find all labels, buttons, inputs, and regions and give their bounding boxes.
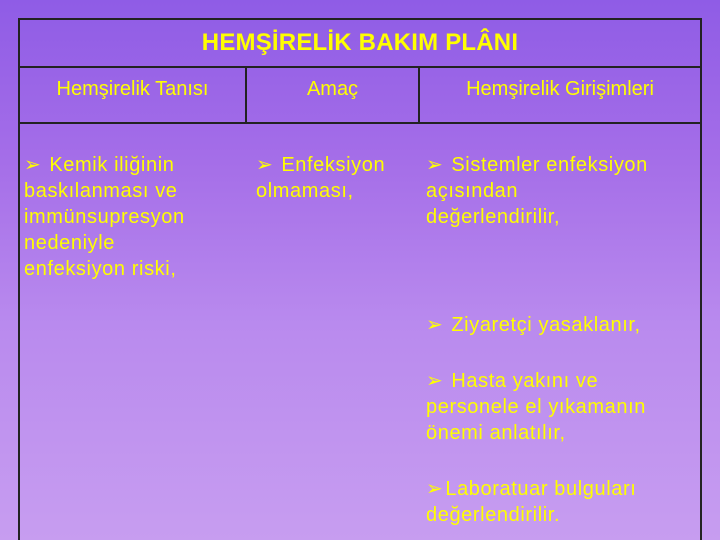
interventions-cell [426, 152, 701, 528]
title-box [18, 18, 702, 68]
column-header-goal: Amaç [306, 78, 359, 100]
intervention-line: açısından [426, 180, 519, 202]
goal-bullet [256, 152, 421, 204]
arrow-bullet-icon: ➢ [256, 154, 274, 176]
arrow-bullet-icon: ➢ [426, 478, 444, 500]
arrow-bullet-icon: ➢ [24, 154, 42, 176]
goal-line: olmaması, [256, 180, 354, 202]
diagnosis-line: nedeniyle [24, 232, 116, 254]
column-header-interventions: Hemşirelik Girişimleri [466, 78, 654, 100]
diagnosis-cell [24, 152, 244, 282]
diagnosis-line: immünsupresyon [24, 206, 185, 228]
intervention-line: personele el yıkamanın [426, 396, 646, 418]
table-left-border [18, 68, 20, 540]
intervention-line: Laboratuar bulguları [445, 478, 637, 500]
intervention-line: Hasta yakını ve [451, 370, 599, 392]
diagnosis-bullet [24, 152, 244, 282]
intervention-item [426, 312, 701, 338]
intervention-line: önemi anlatılır, [426, 422, 566, 444]
goal-cell [256, 152, 421, 204]
intervention-line: Sistemler enfeksiyon [451, 154, 648, 176]
diagnosis-line: Kemik iliğinin [49, 154, 175, 176]
arrow-bullet-icon: ➢ [426, 370, 444, 392]
header-bottom-border [18, 122, 702, 124]
column-header-diagnosis: Hemşirelik Tanısı [56, 78, 209, 100]
goal-line: Enfeksiyon [281, 154, 386, 176]
arrow-bullet-icon: ➢ [426, 314, 444, 336]
slide-title: HEMŞİRELİK BAKIM PLÂNI [201, 29, 519, 56]
intervention-line: Ziyaretçi yasaklanır, [451, 314, 641, 336]
intervention-item [426, 152, 701, 230]
diagnosis-line: enfeksiyon riski, [24, 258, 177, 280]
arrow-bullet-icon: ➢ [426, 154, 444, 176]
diagnosis-line: baskılanması ve [24, 180, 178, 202]
intervention-item [426, 368, 701, 446]
intervention-item [426, 476, 701, 528]
intervention-line: değerlendirilir, [426, 206, 561, 228]
intervention-line: değerlendirilir. [426, 504, 561, 526]
